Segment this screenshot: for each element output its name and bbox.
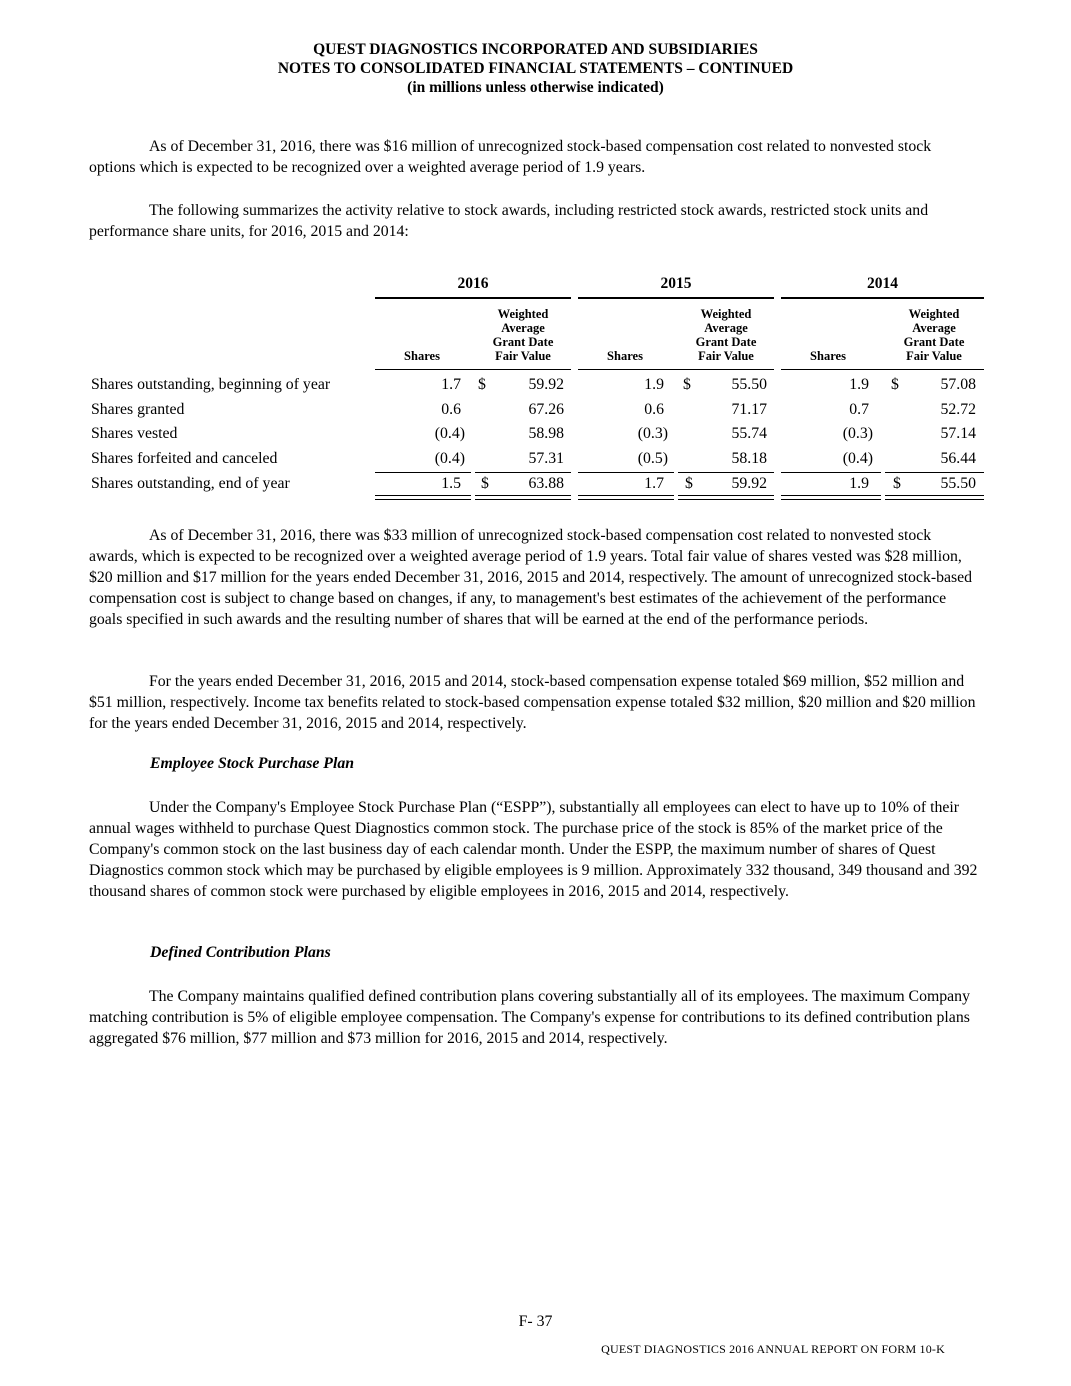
paragraph-compensation-expense: For the years ended December 31, 2016, 2015 and 2014, stock-based compensation expense totaled $69 million, $52 million and $51 million, respectively. Income tax benefits related to stock-based compensation expense totaled $32 million, $20 million and $20 million for the years ended December 31, 2016, 2015 and 2014, respectively. — [89, 673, 976, 732]
fair-value: 59.92 — [528, 376, 564, 393]
total-double-rule — [475, 495, 571, 500]
row-label: Shares forfeited and canceled — [91, 450, 278, 467]
total-double-rule — [678, 495, 774, 500]
total-double-rule — [885, 495, 984, 500]
row-label: Shares outstanding, beginning of year — [91, 376, 331, 393]
shares-value: 1.9 — [849, 376, 869, 393]
currency-sign: $ — [481, 475, 489, 492]
col-header-shares: Shares — [607, 349, 643, 363]
total-double-rule — [375, 495, 471, 500]
paragraph-defined-contribution: The Company maintains qualified defined contribution plans covering substantially all of its employees. The maximum Company matching contribution is 5% of eligible employee compensation. The Company's expense for contributions to its defined contribution plans aggregated $76 million, $77 million and $73 million for 2016, 2015 and 2014, respectively. — [89, 988, 970, 1047]
row-label: Shares vested — [91, 425, 178, 442]
currency-sign: $ — [478, 376, 486, 393]
year-header-2016: 2016 — [457, 275, 489, 292]
currency-sign: $ — [685, 475, 693, 492]
shares-value: 0.6 — [644, 401, 664, 418]
year-header-2014: 2014 — [867, 275, 898, 292]
fair-value: 59.92 — [731, 475, 767, 492]
year-underline — [578, 297, 774, 299]
col-header-weighted-avg: Weighted Average Grant Date Fair Value — [695, 307, 757, 363]
shares-value: 0.7 — [849, 401, 869, 418]
defined-contribution-heading: Defined Contribution Plans — [150, 944, 331, 961]
section-title: NOTES TO CONSOLIDATED FINANCIAL STATEMENTS – CONTINUED — [277, 60, 794, 77]
year-header-2015: 2015 — [660, 275, 692, 292]
shares-value: (0.3) — [637, 425, 668, 442]
fair-value: 55.74 — [731, 425, 767, 442]
year-underline — [375, 297, 571, 299]
col-header-shares: Shares — [810, 349, 846, 363]
shares-value: 1.5 — [441, 475, 461, 492]
shares-value: (0.5) — [637, 450, 668, 467]
document-header — [0, 40, 1071, 97]
paragraph-stock-awards-cost: As of December 31, 2016, there was $33 million of unrecognized stock-based compensation cost related to nonvested stock awards, which is expected to be recognized over a weighted average period of 1.9 years. Total fair value of shares vested was $28 million, $20 million and $17 million for the years ended December 31, 2016, 2015 and 2014, respectively. The amount of unrecognized stock-based compensation cost is subject to change based on changes, if any, to management's best estimates of the achievement of the performance goals specified in such awards and the resulting number of shares that will be earned at the end of the performance periods. — [89, 527, 973, 628]
espp-heading: Employee Stock Purchase Plan — [150, 755, 355, 772]
fair-value: 57.14 — [940, 425, 976, 442]
shares-value: (0.4) — [842, 450, 873, 467]
year-underline — [781, 297, 984, 299]
col-header-shares: Shares — [404, 349, 440, 363]
shares-value: (0.4) — [434, 450, 465, 467]
subtotal-rule — [781, 472, 881, 473]
shares-value: 0.6 — [441, 401, 461, 418]
subtotal-rule — [678, 472, 774, 473]
shares-value: 1.7 — [441, 376, 461, 393]
report-footer: QUEST DIAGNOSTICS 2016 ANNUAL REPORT ON FORM 10-K — [601, 1342, 945, 1356]
shares-value: 1.9 — [644, 376, 664, 393]
subtotal-rule — [578, 472, 674, 473]
fair-value: 58.98 — [528, 425, 564, 442]
subtotal-rule — [885, 472, 984, 473]
total-double-rule — [781, 495, 881, 500]
row-label: Shares granted — [91, 401, 185, 418]
fair-value: 67.26 — [528, 401, 564, 418]
fair-value: 63.88 — [528, 475, 564, 492]
fair-value: 52.72 — [940, 401, 976, 418]
col-header-weighted-avg: Weighted Average Grant Date Fair Value — [903, 307, 965, 363]
shares-value: 1.7 — [644, 475, 664, 492]
fair-value: 58.18 — [731, 450, 767, 467]
fair-value: 55.50 — [731, 376, 767, 393]
shares-value: (0.4) — [434, 425, 465, 442]
currency-sign: $ — [683, 376, 691, 393]
paragraph-table-intro: The following summarizes the activity relative to stock awards, including restricted stock awards, restricted stock units and performance share units, for 2016, 2015 and 2014: — [89, 202, 929, 240]
fair-value: 57.08 — [940, 376, 976, 393]
header-rule — [578, 369, 774, 370]
fair-value: 57.31 — [528, 450, 564, 467]
header-rule — [375, 369, 571, 370]
company-title: QUEST DIAGNOSTICS INCORPORATED AND SUBSIDIARIES — [313, 41, 758, 58]
currency-sign: $ — [893, 475, 901, 492]
fair-value: 56.44 — [940, 450, 976, 467]
paragraph-stock-options: As of December 31, 2016, there was $16 million of unrecognized stock-based compensation cost related to nonvested stock options which is expected to be recognized over a weighted average period of 1.9 years. — [89, 138, 932, 176]
fair-value: 55.50 — [940, 475, 976, 492]
paragraph-espp: Under the Company's Employee Stock Purchase Plan (“ESPP”), substantially all employees can elect to have up to 10% of their annual wages withheld to purchase Quest Diagnostics common stock. The purchase price of the stock is 85% of the market price of the Company's common stock on the last business day of each calendar month. Under the ESPP, the maximum number of shares of Quest Diagnostics common stock which may be purchased by eligible employees is 9 million. Approximately 332 thousand, 349 thousand and 392 thousand shares of common stock were purchased by eligible employees in 2016, 2015 and 2014, respectively. — [89, 799, 978, 900]
shares-value: 1.9 — [849, 475, 869, 492]
fair-value: 71.17 — [731, 401, 767, 418]
page-number: F- 37 — [518, 1313, 553, 1330]
currency-sign: $ — [891, 376, 899, 393]
subtotal-rule — [475, 472, 571, 473]
header-rule — [781, 369, 984, 370]
total-double-rule — [578, 495, 674, 500]
shares-value: (0.3) — [842, 425, 873, 442]
units-note: (in millions unless otherwise indicated) — [407, 79, 664, 96]
subtotal-rule — [375, 472, 471, 473]
row-label: Shares outstanding, end of year — [91, 475, 290, 492]
col-header-weighted-avg: Weighted Average Grant Date Fair Value — [492, 307, 554, 363]
